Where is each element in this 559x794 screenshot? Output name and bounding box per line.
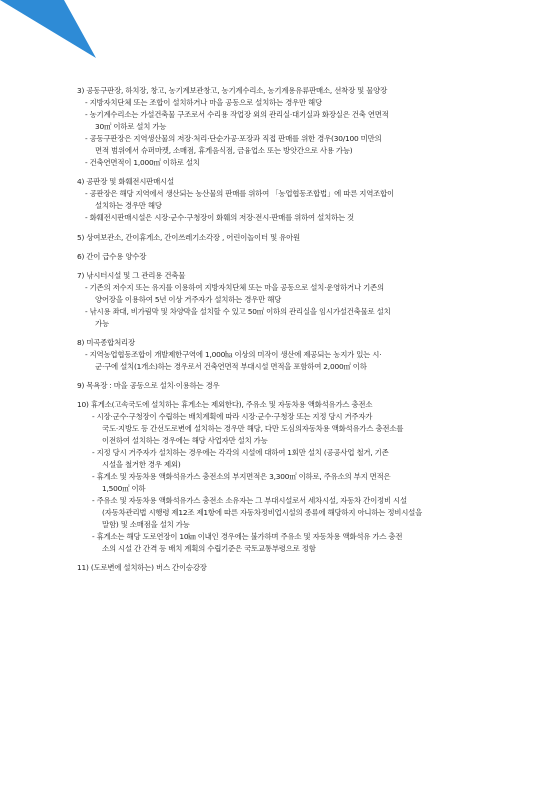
section (77, 251, 497, 263)
section (77, 176, 497, 224)
bullet-text: - 화훼전시판매시설은 시장·군수·구청장이 화훼의 저장·전시·판매를 위하여 설치하는 것 (85, 213, 354, 222)
section (77, 380, 497, 392)
section-title: 3) 공동구판장, 하치장, 창고, 농기계보관창고, 농기계수리소, 농기계용유류판매소, 선착장 및 물양장 (77, 86, 388, 95)
bullet-text-continuation: 국도·지방도 등 간선도로변에 설치하는 경우만 해당, 다만 도심의자동차용 액화석유가스 충전소를 (102, 424, 404, 433)
bullet-text-continuation: 1,500㎡ 이하 (102, 484, 146, 493)
blue-corner-fold-decoration (0, 0, 100, 60)
bullet-text-continuation: 시설을 철거한 경우 제외) (102, 460, 181, 469)
bullet-text: - 지역농업협동조합이 개발제한구역에 1,000㏊ 이상의 미작이 생산에 제공되는 농지가 있는 시· (85, 350, 382, 359)
section (77, 232, 497, 244)
document-body (77, 78, 497, 574)
bullet-text: - 공동구판장은 지역생산물의 저장·처리·단순가공·포장과 직접 판매를 위한 경우(30/100 미만의 (85, 134, 382, 143)
bullet-text-continuation: 말함) 및 소매점을 설치 가능 (102, 520, 190, 529)
bullet-text-continuation: (자동차관리법 시행령 제12조 제1항에 따른 자동차정비업시설의 종류에 해당하지 아니하는 정비시설을 (102, 508, 423, 517)
bullet-text: - 휴게소 및 자동차용 액화석유가스 충전소의 부지면적은 3,300㎡ 이하로, 주유소의 부지 면적은 (92, 472, 391, 481)
bullet-text-continuation: 30㎡ 이하로 설치 가능 (95, 122, 167, 131)
section-title: 7) 낚시터시설 및 그 관리용 건축물 (77, 271, 186, 280)
bullet-text: - 기존의 저수지 또는 유지를 이용하여 지방자치단체 또는 마을 공동으로 설치·운영하거나 기존의 (85, 283, 384, 292)
section-title: 8) 미곡종합처리장 (77, 338, 135, 347)
section (77, 85, 497, 169)
bullet-text-continuation: 군·구에 설치(1개소)하는 경우로서 건축연면적 부대시설 면적을 포함하여 2,000㎡ 이하 (95, 362, 367, 371)
section (77, 399, 497, 555)
section-title: 11) (도로변에 설치하는) 버스 간이승강장 (77, 563, 207, 572)
bullet-text: - 지방자치단체 또는 조합이 설치하거나 마을 공동으로 설치하는 경우만 해당 (85, 98, 322, 107)
section (77, 270, 497, 330)
bullet-item (77, 133, 497, 157)
bullet-text-continuation: 가능 (95, 319, 109, 328)
bullet-text-continuation: 양어장을 이용하여 5년 이상 거주자가 설치하는 경우만 해당 (95, 295, 282, 304)
bullet-text: - 건축연면적이 1,000㎡ 이하로 설치 (85, 158, 200, 167)
bullet-item (77, 188, 497, 212)
bullet-text-continuation: 면적 범위에서 슈퍼마켓, 소매점, 휴게음식점, 금융업소 또는 방앗간으로 사용 가능) (95, 146, 353, 155)
bullet-item (77, 212, 497, 224)
bullet-item (77, 306, 497, 330)
bullet-item (77, 282, 497, 306)
bullet-item (77, 349, 497, 373)
section-title: 4) 공판장 및 화훼전시판매시설 (77, 177, 174, 186)
bullet-item (77, 411, 497, 447)
bullet-text: - 지정 당시 거주자가 설치하는 경우에는 각각의 시설에 대하여 1회만 설치 (공공사업 철거, 기존 (92, 448, 389, 457)
bullet-item (77, 531, 497, 555)
section-title: 9) 목욕장 : 마을 공동으로 설치·이용하는 경우 (77, 381, 220, 390)
bullet-text-continuation: 이전하여 설치하는 경우에는 해당 사업자만 설치 가능 (102, 436, 268, 445)
bullet-text: - 주유소 및 자동차용 액화석유가스 충전소 소유자는 그 부대시설로서 세차시설, 자동차 간이정비 시설 (92, 496, 407, 505)
section-title: 10) 휴게소(고속국도에 설치하는 휴게소는 제외한다), 주유소 및 자동차용 액화석유가스 충전소 (77, 400, 373, 409)
bullet-item (77, 109, 497, 133)
section-title: 6) 간이 급수용 양수장 (77, 252, 147, 261)
bullet-text-continuation: 설치하는 경우만 해당 (95, 201, 162, 210)
bullet-item (77, 157, 497, 169)
bullet-text: - 휴게소는 해당 도로연장이 10㎞ 이내인 경우에는 불가하며 주유소 및 자동차용 액화석유 가스 충전 (92, 532, 403, 541)
bullet-text: - 시장·군수·구청장이 수립하는 배치계획에 따라 시장·군수·구청장 또는 지정 당시 거주자가 (92, 412, 373, 421)
bullet-item (77, 97, 497, 109)
bullet-text: - 농기계수리소는 가설건축물 구조로서 수리용 작업장 외의 관리실·대기실과 화장실은 건축 연면적 (85, 110, 389, 119)
bullet-text: - 공판장은 해당 지역에서 생산되는 농산물의 판매를 위하여 「농업협동조합법」에 따른 지역조합이 (85, 189, 394, 198)
bullet-item (77, 495, 497, 531)
bullet-item (77, 471, 497, 495)
section (77, 562, 497, 574)
bullet-item (77, 447, 497, 471)
section (77, 337, 497, 373)
bullet-text: - 낚시용 좌대, 비가림막 및 차양막을 설치할 수 있고 50㎡ 이하의 관리실을 임시가설건축물로 설치 (85, 307, 391, 316)
bullet-text-continuation: 소의 시설 간 간격 등 배치 계획의 수립기준은 국토교통부령으로 정함 (102, 544, 316, 553)
section-title: 5) 상여보관소, 간이휴게소, 간이쓰레기소각장 , 어린이놀이터 및 유아원 (77, 233, 300, 242)
